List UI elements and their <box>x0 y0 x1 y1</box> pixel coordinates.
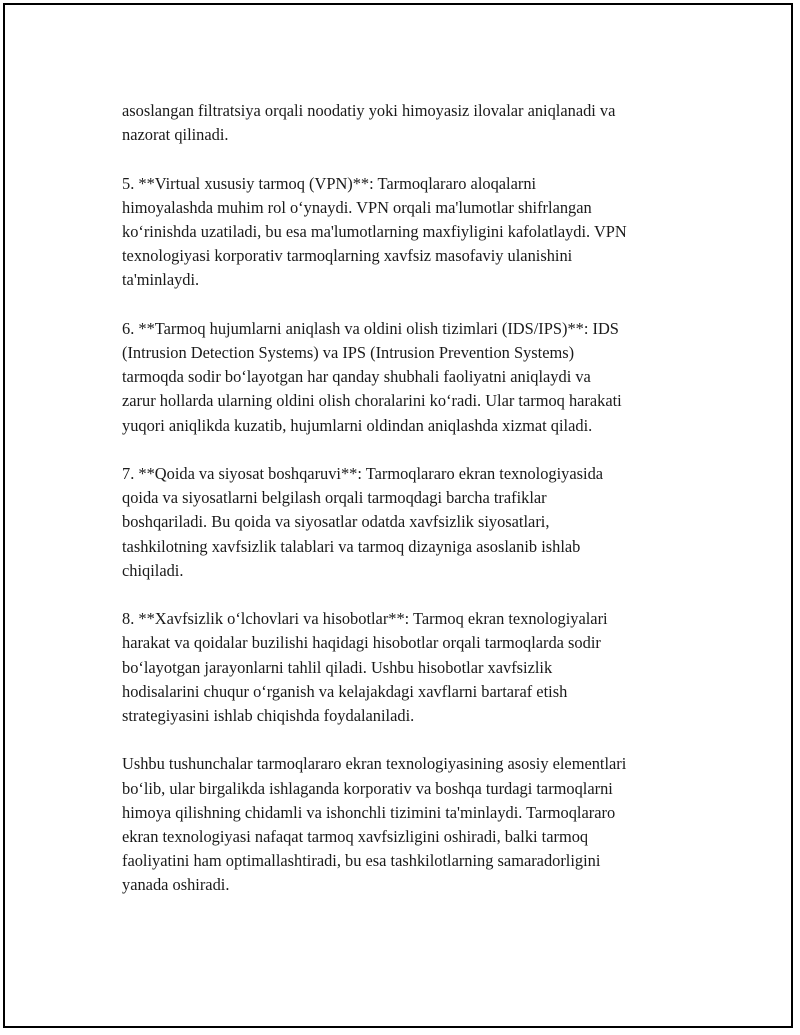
paragraph-ids-ips: 6. **Tarmoq hujumlarni aniqlash va oldini olish tizimlari (IDS/IPS)**: IDS (Intrusion Detection Systems) va IPS (Intrusion Prevention Systems) tarmoqda sodir boʻlayotgan har qanday shubhali faoliyatni aniqlaydi va zarur hollarda ularning oldini olish choralarini koʻradi. Ular tarmoq harakati yuqori aniqlikda kuzatib, hujumlarni oldindan aniqlashda xizmat qiladi. <box>122 318 622 435</box>
document-page <box>3 3 793 1028</box>
document-body <box>122 99 692 922</box>
paragraph-filtering-continuation: asoslangan filtratsiya orqali noodatiy yoki himoyasiz ilovalar aniqlanadi va nazorat qilinadi. <box>122 101 616 145</box>
paragraph-rules-policy: 7. **Qoida va siyosat boshqaruvi**: Tarmoqlararo ekran texnologiyasida qoida va siyosatlarni belgilash orqali tarmoqdagi barcha trafiklar boshqariladi. Bu qoida va siyosatlar odatda xavfsizlik siyosatlari, tashkilotning xavfsizlik talablari va tarmoq dizayniga asoslanib ishlab chiqiladi. <box>122 464 604 580</box>
paragraph-security-reports: 8. **Xavfsizlik oʻlchovlari va hisobotlar**: Tarmoq ekran texnologiyalari harakat va qoidalar buzilishi haqidagi hisobotlar orqali tarmoqlarda sodir boʻlayotgan jarayonlarni tahlil qiladi. Ushbu hisobotlar xavfsizlik hodisalarini chuqur oʻrganish va kelajakdagi xavflarni bartaraf etish strategiyasini ishlab chiqishda foydalaniladi. <box>122 609 608 726</box>
paragraph-vpn: 5. **Virtual xususiy tarmoq (VPN)**: Tarmoqlararo aloqalarni himoyalashda muhim rol oʻynaydi. VPN orqali ma'lumotlar shifrlangan koʻrinishda uzatiladi, bu esa ma'lumotlarning maxfiyligini kafolatlaydi. VPN texnologiyasi korporativ tarmoqlarning xavfsiz masofaviy ulanishini ta'minlaydi. <box>122 173 627 290</box>
paragraph-conclusion: Ushbu tushunchalar tarmoqlararo ekran texnologiyasining asosiy elementlari boʻlib, ular birgalikda ishlaganda korporativ va boshqa turdagi tarmoqlarni himoya qilishning chidamli va ishonchli tizimini ta'minlaydi. Tarmoqlararo ekran texnologiyasi nafaqat tarmoq xavfsizligini oshiradi, balki tarmoq faoliyatini ham optimallashtiradi, bu esa tashkilotlarning samaradorligini yanada oshiradi. <box>122 754 627 895</box>
